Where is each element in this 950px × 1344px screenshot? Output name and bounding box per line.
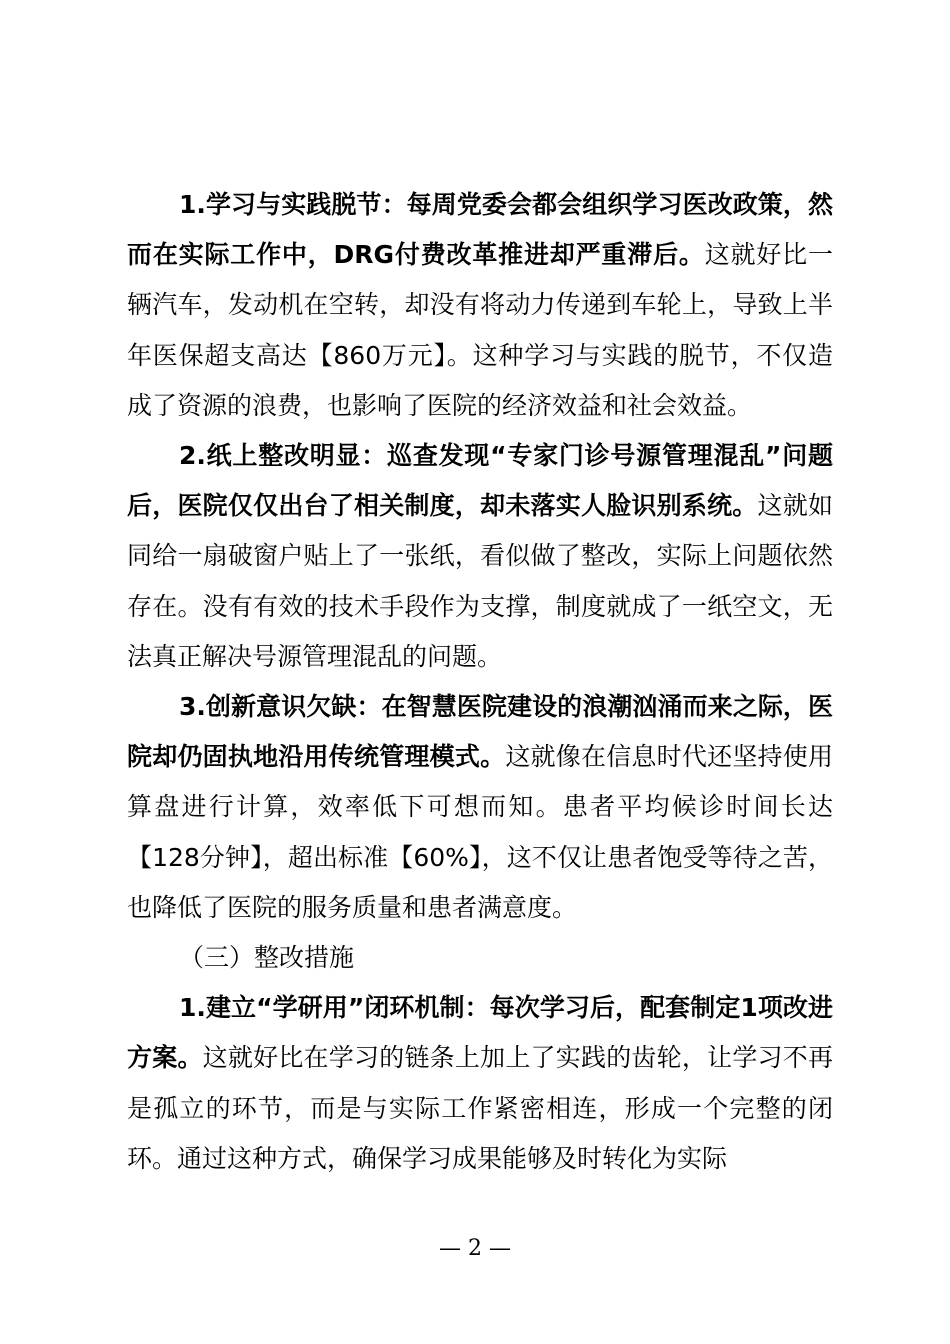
document-body — [127, 180, 833, 1184]
paragraph-problem-2 — [127, 431, 833, 682]
paragraph-lead: 3.创新意识欠缺：在智慧医院建设的浪潮汹涌而来之际，医院却仍固执地沿用传统管理模式。 — [127, 692, 833, 772]
paragraph-lead: 1.建立“学研用”闭环机制：每次学习后，配套制定1项改进方案。 — [127, 993, 833, 1073]
paragraph-lead: 2.纸上整改明显：巡查发现“专家门诊号源管理混乱”问题后，医院仅仅出台了相关制度，却未落实人脸识别系统。 — [127, 441, 833, 521]
section-heading: （三）整改措施 — [179, 943, 355, 973]
paragraph-text: 这就好比在学习的链条上加上了实践的齿轮，让学习不再是孤立的环节，而是与实际工作紧密相连，形成一个完整的闭环。通过这种方式，确保学习成果能够及时转化为实际 — [127, 1043, 833, 1173]
paragraph-text: 这就好比一辆汽车，发动机在空转，却没有将动力传递到车轮上，导致上半年医保超支高达【860万元】。这种学习与实践的脱节，不仅造成了资源的浪费，也影响了医院的经济效益和社会效益。 — [127, 240, 833, 420]
page-number: — 2 — — [439, 1236, 511, 1261]
paragraph-text: 这就像在信息时代还坚持使用算盘进行计算，效率低下可想而知。患者平均候诊时间长达【128分钟】，超出标准【60%】，这不仅让患者饱受等待之苦，也降低了医院的服务质量和患者满意度。 — [127, 742, 833, 922]
paragraph-text: 这就如同给一扇破窗户贴上了一张纸，看似做了整改，实际上问题依然存在。没有有效的技术手段作为支撑，制度就成了一纸空文，无法真正解决号源管理混乱的问题。 — [127, 491, 833, 671]
paragraph-problem-1 — [127, 180, 833, 431]
paragraph-measure-1 — [127, 983, 833, 1184]
paragraph-problem-3 — [127, 682, 833, 933]
paragraph-lead: 1.学习与实践脱节：每周党委会都会组织学习医改政策，然而在实际工作中，DRG付费改革推进却严重滞后。 — [127, 190, 833, 270]
